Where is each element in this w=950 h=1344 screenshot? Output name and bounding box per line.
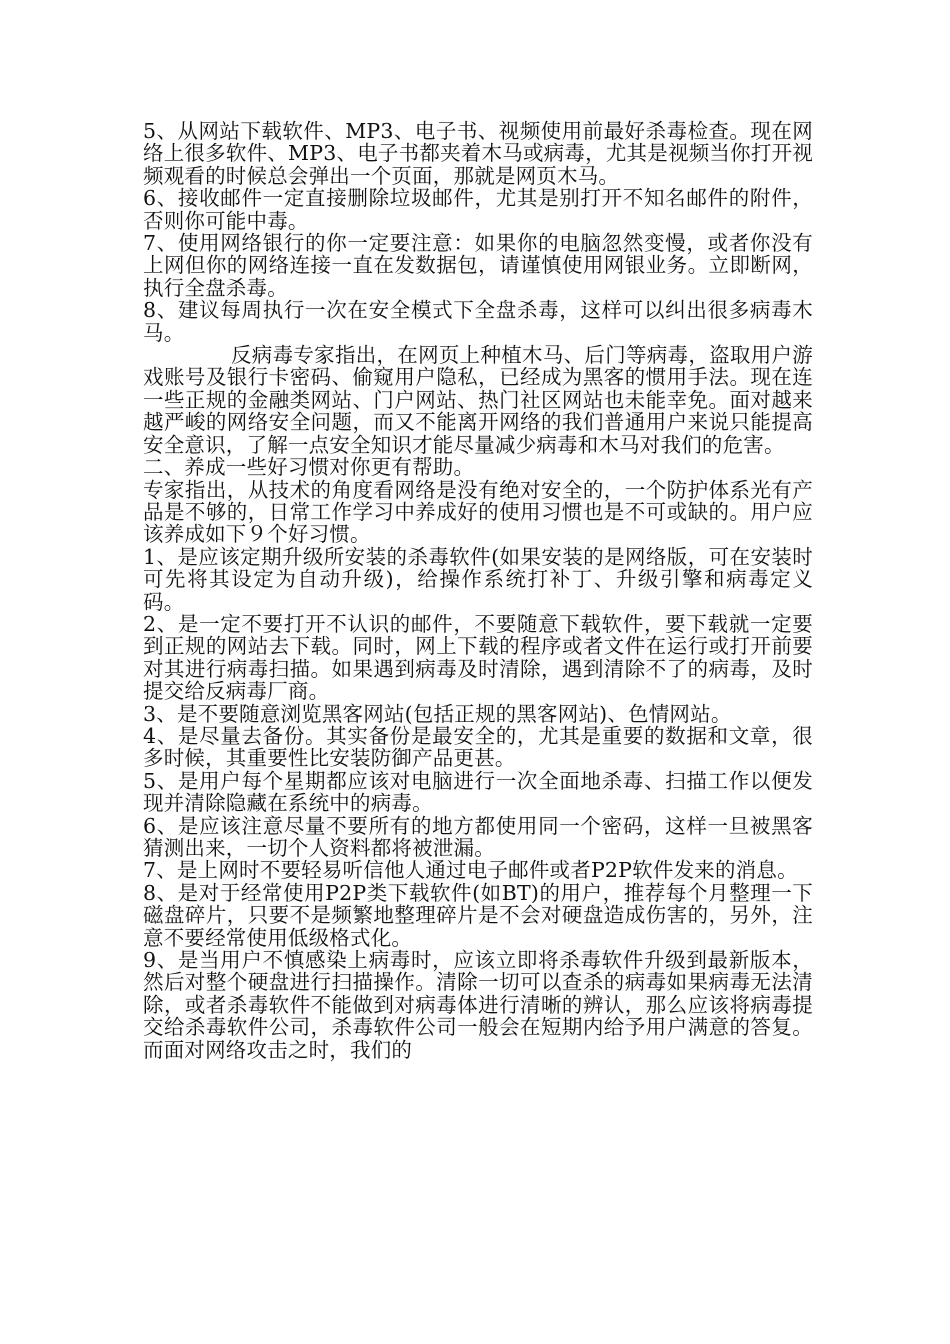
document-body (143, 120, 813, 1061)
paragraph-expert-intro: 专家指出，从技术的角度看网络是没有绝对安全的，一个防护体系光有产品是不够的，日常工作学习中养成好的使用习惯也是不可或缺的。用户应该养成如下９个好习惯。 (143, 477, 813, 547)
paragraph-banking-tip: 7、使用网络银行的你一定要注意：如果你的电脑忽然变慢，或者你没有上网但你的网络连接一直在发数据包，请谨慎使用网银业务。立即断网，执行全盘杀毒。 (143, 231, 813, 300)
habit-item-3: 3、是不要随意浏览黑客网站(包括正规的黑客网站)、色情网站。 (143, 701, 732, 726)
habit-item-7: 7、是上网时不要轻易听信他人通过电子邮件或者P2P软件发来的消息。 (143, 858, 798, 883)
habit-item-4: 4、是尽量去备份。其实备份是最安全的，尤其是重要的数据和文章，很多时候，其重要性比安装防御产品更甚。 (143, 723, 813, 771)
habit-item-1: 1、是应该定期升级所安装的杀毒软件(如果安装的是网络版，可在安装时可先将其设定为自动升级)，给操作系统打补丁、升级引擎和病毒定义码。 (143, 544, 813, 614)
habit-item-8: 8、是对于经常使用P2P类下载软件(如BT)的用户，推荐每个月整理一下磁盘碎片，只要不是频繁地整理碎片是不会对硬盘造成伤害的，另外，注意不要经常使用低级格式化。 (143, 880, 813, 950)
habit-item-2: 2、是一定不要打开不认识的邮件，不要随意下载软件，要下载就一定要到正规的网站去下载。同时，网上下载的程序或者文件在运行或打开前要对其进行病毒扫描。如果遇到病毒及时清除，遇到清除不了的病毒，及时提交给反病毒厂商。 (143, 611, 813, 704)
paragraph-weekly-scan-tip: 8、建议每周执行一次在安全模式下全盘杀毒，这样可以纠出很多病毒木马。 (143, 298, 813, 345)
paragraph-download-tip: 5、从网站下载软件、MP3、电子书、视频使用前最好杀毒检查。现在网络上很多软件、MP3、电子书都夹着木马或病毒，尤其是视频当你打开视频观看的时候总会弹出一个页面，那就是网页木马。 (143, 119, 813, 188)
habit-item-5: 5、是用户每个星期都应该对电脑进行一次全面地杀毒、扫描工作以便发现并清除隐藏在系统中的病毒。 (143, 768, 813, 816)
habit-item-6: 6、是应该注意尽量不要所有的地方都使用同一个密码，这样一旦被黑客猜测出来，一切个人资料都将被泄漏。 (143, 813, 813, 860)
section-heading-good-habits: 二、养成一些好习惯对你更有帮助。 (143, 455, 475, 480)
habit-item-9: 9、是当用户不慎感染上病毒时，应该立即将杀毒软件升级到最新版本，然后对整个硬盘进行扫描操作。清除一切可以查杀的病毒如果病毒无法清除，或者杀毒软件不能做到对病毒体进行清晰的辨认，那么应该将病毒提交给杀毒软件公司，杀毒软件公司一般会在短期内给予用户满意的答复。而面对网络攻击之时，我们的 (143, 948, 813, 1062)
paragraph-expert-warning: 反病毒专家指出，在网页上种植木马、后门等病毒，盗取用户游戏账号及银行卡密码、偷窥用户隐私，已经成为黑客的惯用手法。现在连一些正规的金融类网站、门户网站、热门社区网站也未能幸免。面对越来越严峻的网络安全问题，而又不能离开网络的我们普通用户来说只能提高安全意识，了解一点安全知识才能尽量减少病毒和木马对我们的危害。 (143, 343, 813, 457)
paragraph-email-tip: 6、接收邮件一定直接删除垃圾邮件，尤其是别打开不知名邮件的附件，否则你可能中毒。 (143, 186, 813, 233)
